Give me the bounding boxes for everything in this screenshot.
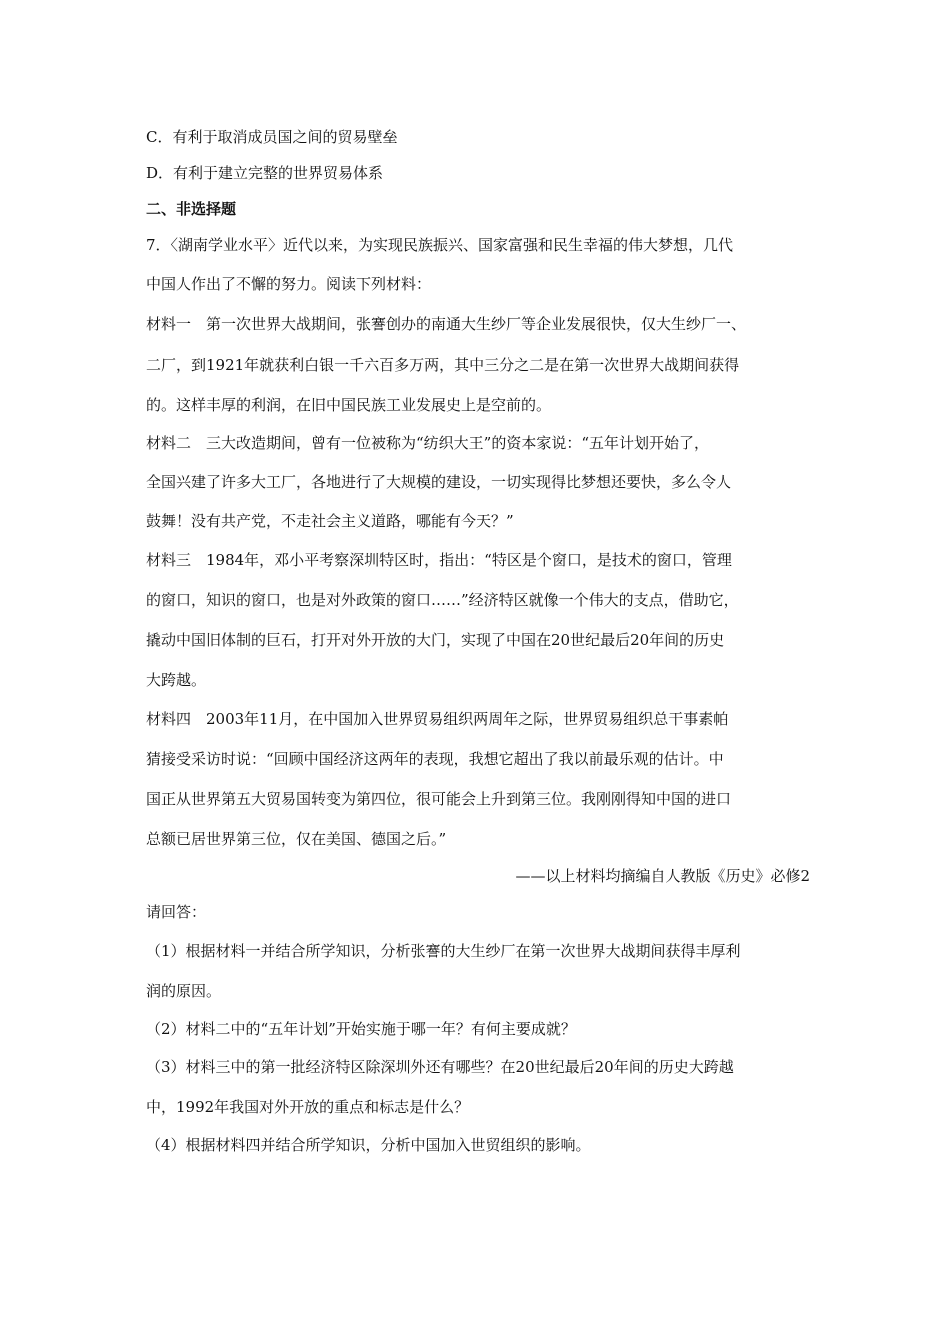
material-1-line: 材料一 第一次世界大战期间，张謇创办的南通大生纱厂等企业发展很快，仅大生纱厂一、	[146, 315, 747, 333]
material-3-line: 材料三 1984年，邓小平考察深圳特区时，指出：“特区是个窗口，是技术的窗口，管理	[146, 551, 732, 569]
sub-question-3-line: （3）材料三中的第一批经济特区除深圳外还有哪些？在20世纪最后20年间的历史大跨越	[146, 1058, 734, 1076]
sub-question-3-line: 中，1992年我国对外开放的重点和标志是什么？	[146, 1098, 470, 1116]
section-title: 二、非选择题	[146, 200, 237, 218]
question-intro-line-2: 中国人作出了不懈的努力。阅读下列材料：	[146, 275, 432, 293]
material-1-line: 二厂，到1921年就获利白银一千六百多万两，其中三分之二是在第一次世界大战期间获得	[146, 356, 740, 374]
material-3-line: 大跨越。	[146, 671, 207, 689]
material-2-line: 材料二 三大改造期间，曾有一位被称为“纺织大王”的资本家说：“五年计划开始了，	[146, 434, 710, 452]
material-3-line: 的窗口，知识的窗口，也是对外政策的窗口……”经济特区就像一个伟大的支点，借助它，	[146, 591, 739, 609]
sub-question-1-line: 润的原因。	[146, 982, 222, 1000]
material-4-line: 总额已居世界第三位，仅在美国、德国之后。”	[146, 830, 447, 848]
material-4-line: 国正从世界第五大贸易国转变为第四位，很可能会上升到第三位。我刚刚得知中国的进口	[146, 790, 732, 808]
material-3-line: 撬动中国旧体制的巨石，打开对外开放的大门，实现了中国在20世纪最后20年间的历史	[146, 631, 725, 649]
material-4-line: 猜接受采访时说：“回顾中国经济这两年的表现，我想它超出了我以前最乐观的估计。中	[146, 750, 724, 768]
option-d: D．有利于建立完整的世界贸易体系	[146, 164, 384, 182]
sub-question-4: （4）根据材料四并结合所学知识，分析中国加入世贸组织的影响。	[146, 1136, 591, 1154]
question-intro-line-1: 7．〈湖南学业水平〉近代以来，为实现民族振兴、国家富强和民生幸福的伟大梦想，几代	[146, 236, 734, 254]
material-source: ——以上材料均摘编自人教版《历史》必修2	[515, 867, 810, 885]
material-4-line: 材料四 2003年11月，在中国加入世界贸易组织两周年之际，世界贸易组织总干事素帕	[146, 710, 729, 728]
sub-question-1-line: （1）根据材料一并结合所学知识，分析张謇的大生纱厂在第一次世界大战期间获得丰厚利	[146, 942, 741, 960]
answer-prompt: 请回答：	[146, 903, 207, 921]
sub-question-2: （2）材料二中的“五年计划”开始实施于哪一年？有何主要成就？	[146, 1020, 576, 1038]
option-c: C．有利于取消成员国之间的贸易壁垒	[146, 128, 398, 146]
material-2-line: 全国兴建了许多大工厂，各地进行了大规模的建设，一切实现得比梦想还要快，多么令人	[146, 473, 732, 491]
material-2-line: 鼓舞！没有共产党，不走社会主义道路，哪能有今天？”	[146, 512, 514, 530]
material-1-line: 的。这样丰厚的利润，在旧中国民族工业发展史上是空前的。	[146, 396, 552, 414]
